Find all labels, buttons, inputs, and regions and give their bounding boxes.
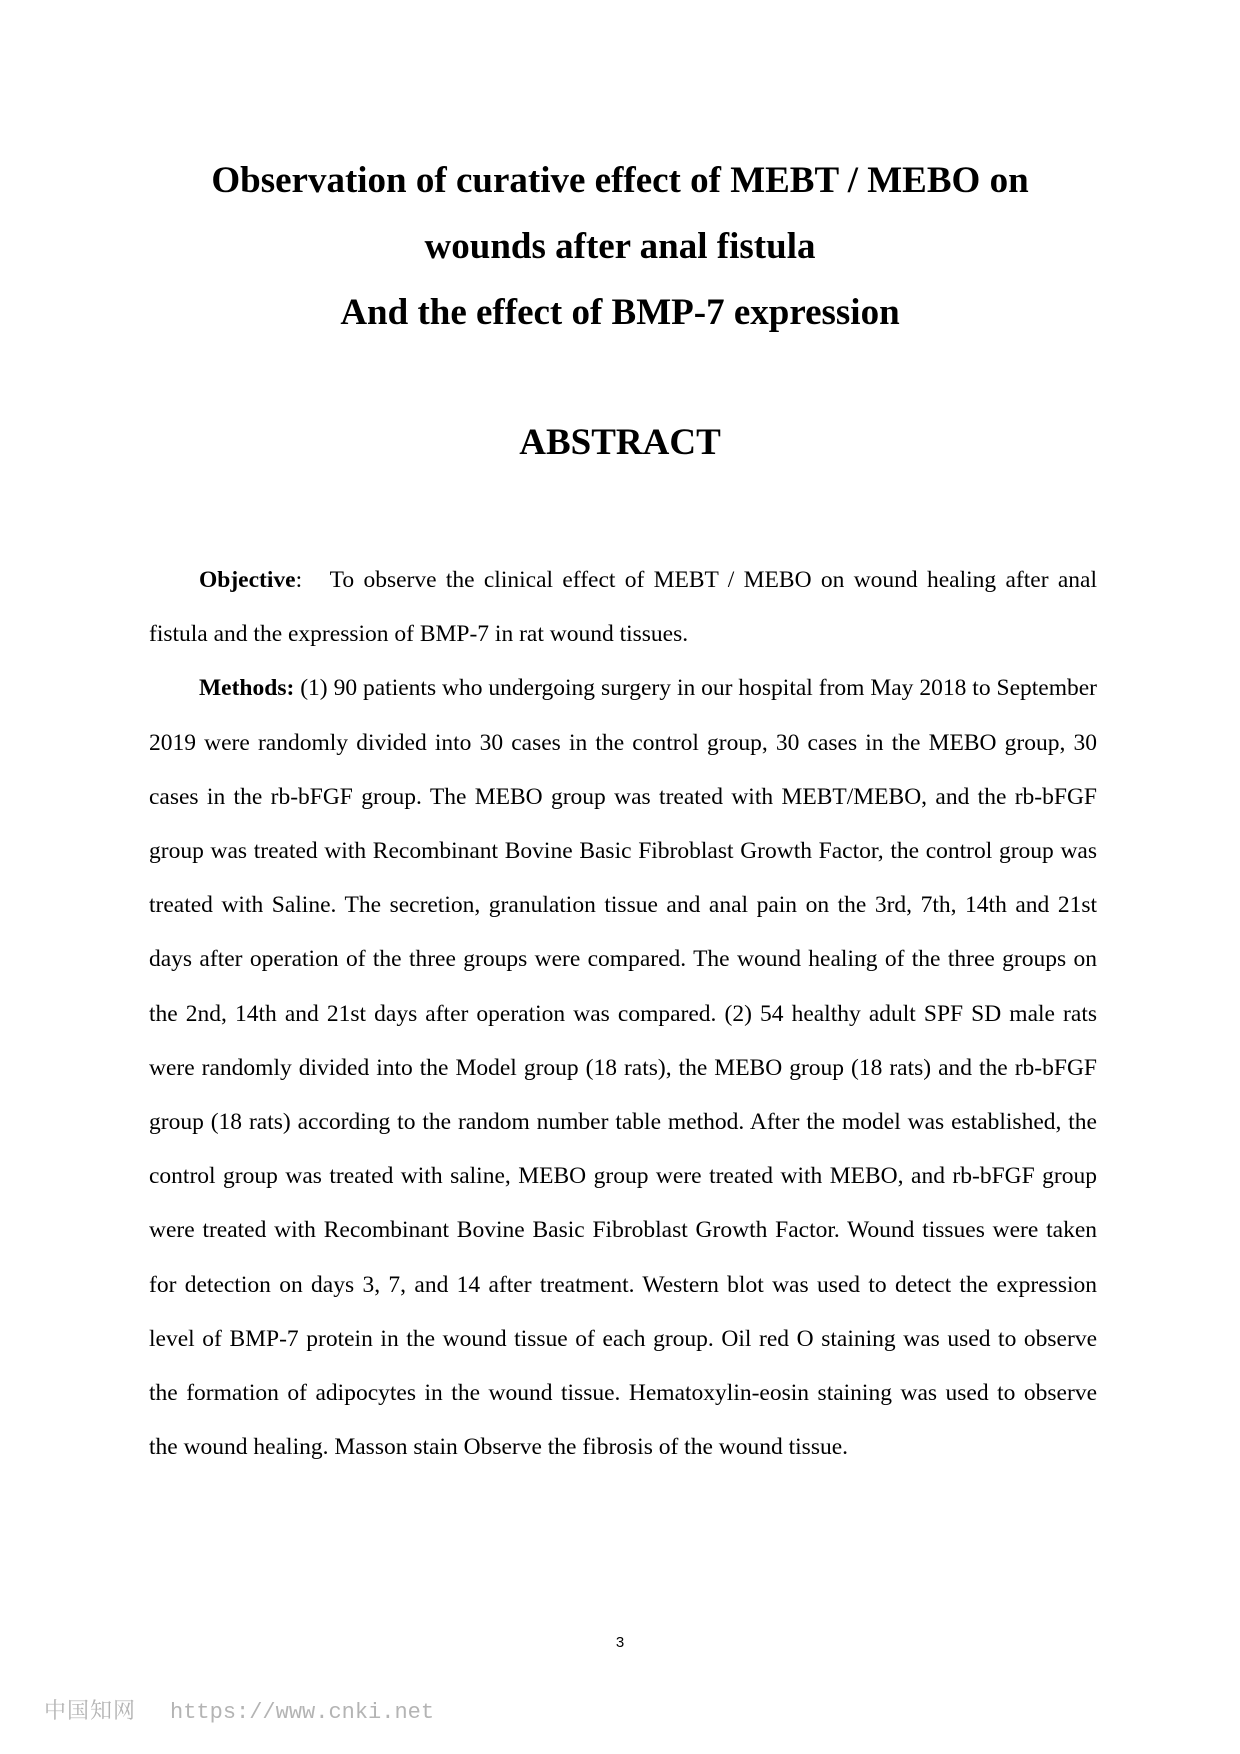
watermark-brand: 中国知网 (44, 1699, 137, 1724)
objective-paragraph (149, 553, 1097, 661)
methods-text: (1) 90 patients who undergoing surgery in our hospital from May 2018 to September 2019 were randomly divided into 30 cases in the control group, 30 cases in the MEBO group, 30 cases in the rb-bFGF group. The MEBO group was treated with MEBT/MEBO, and the rb-bFGF group was treated with Recombinant Bovine Basic Fibroblast Growth Factor, the control group was treated with Saline. The secretion, granulation tissue and anal pain on the 3rd, 7th, 14th and 21st days after operation of the three groups were compared. The wound healing of the three groups on the 2nd, 14th and 21st days after operation was compared. (2) 54 healthy adult SPF SD male rats were randomly divided into the Model group (18 rats), the MEBO group (18 rats) and the rb-bFGF group (18 rats) according to the random number table method. After the model was established, the control group was treated with saline, MEBO group were treated with MEBO, and rb-bFGF group were treated with Recombinant Bovine Basic Fibroblast Growth Factor. Wound tissues were taken for detection on days 3, 7, and 14 after treatment. Western blot was used to detect the expression level of BMP-7 protein in the wound tissue of each group. Oil red O staining was used to observe the formation of adipocytes in the wound tissue. Hematoxylin-eosin staining was used to observe the wound healing. Masson stain Observe the fibrosis of the wound tissue. (149, 675, 1097, 1461)
cnki-watermark (44, 1694, 434, 1725)
title-line-1: Observation of curative effect of MEBT / MEBO on (211, 160, 1029, 201)
methods-paragraph (149, 661, 1097, 1474)
page-number: 3 (615, 1634, 625, 1651)
abstract-heading: ABSTRACT (519, 422, 721, 463)
abstract-body (149, 553, 1097, 1474)
objective-label: Objective (199, 567, 296, 593)
title-line-2: wounds after anal fistula (424, 226, 816, 267)
objective-text: To observe the clinical effect of MEBT / MEBO on wound healing after anal fistula and the expression of BMP-7 in rat wound tissues. (149, 567, 1097, 648)
methods-label: Methods: (199, 675, 295, 702)
paper-title (0, 148, 1240, 346)
title-line-3: And the effect of BMP-7 expression (340, 292, 900, 333)
objective-separator: : (295, 567, 303, 593)
watermark-url: https://www.cnki.net (170, 1700, 435, 1725)
